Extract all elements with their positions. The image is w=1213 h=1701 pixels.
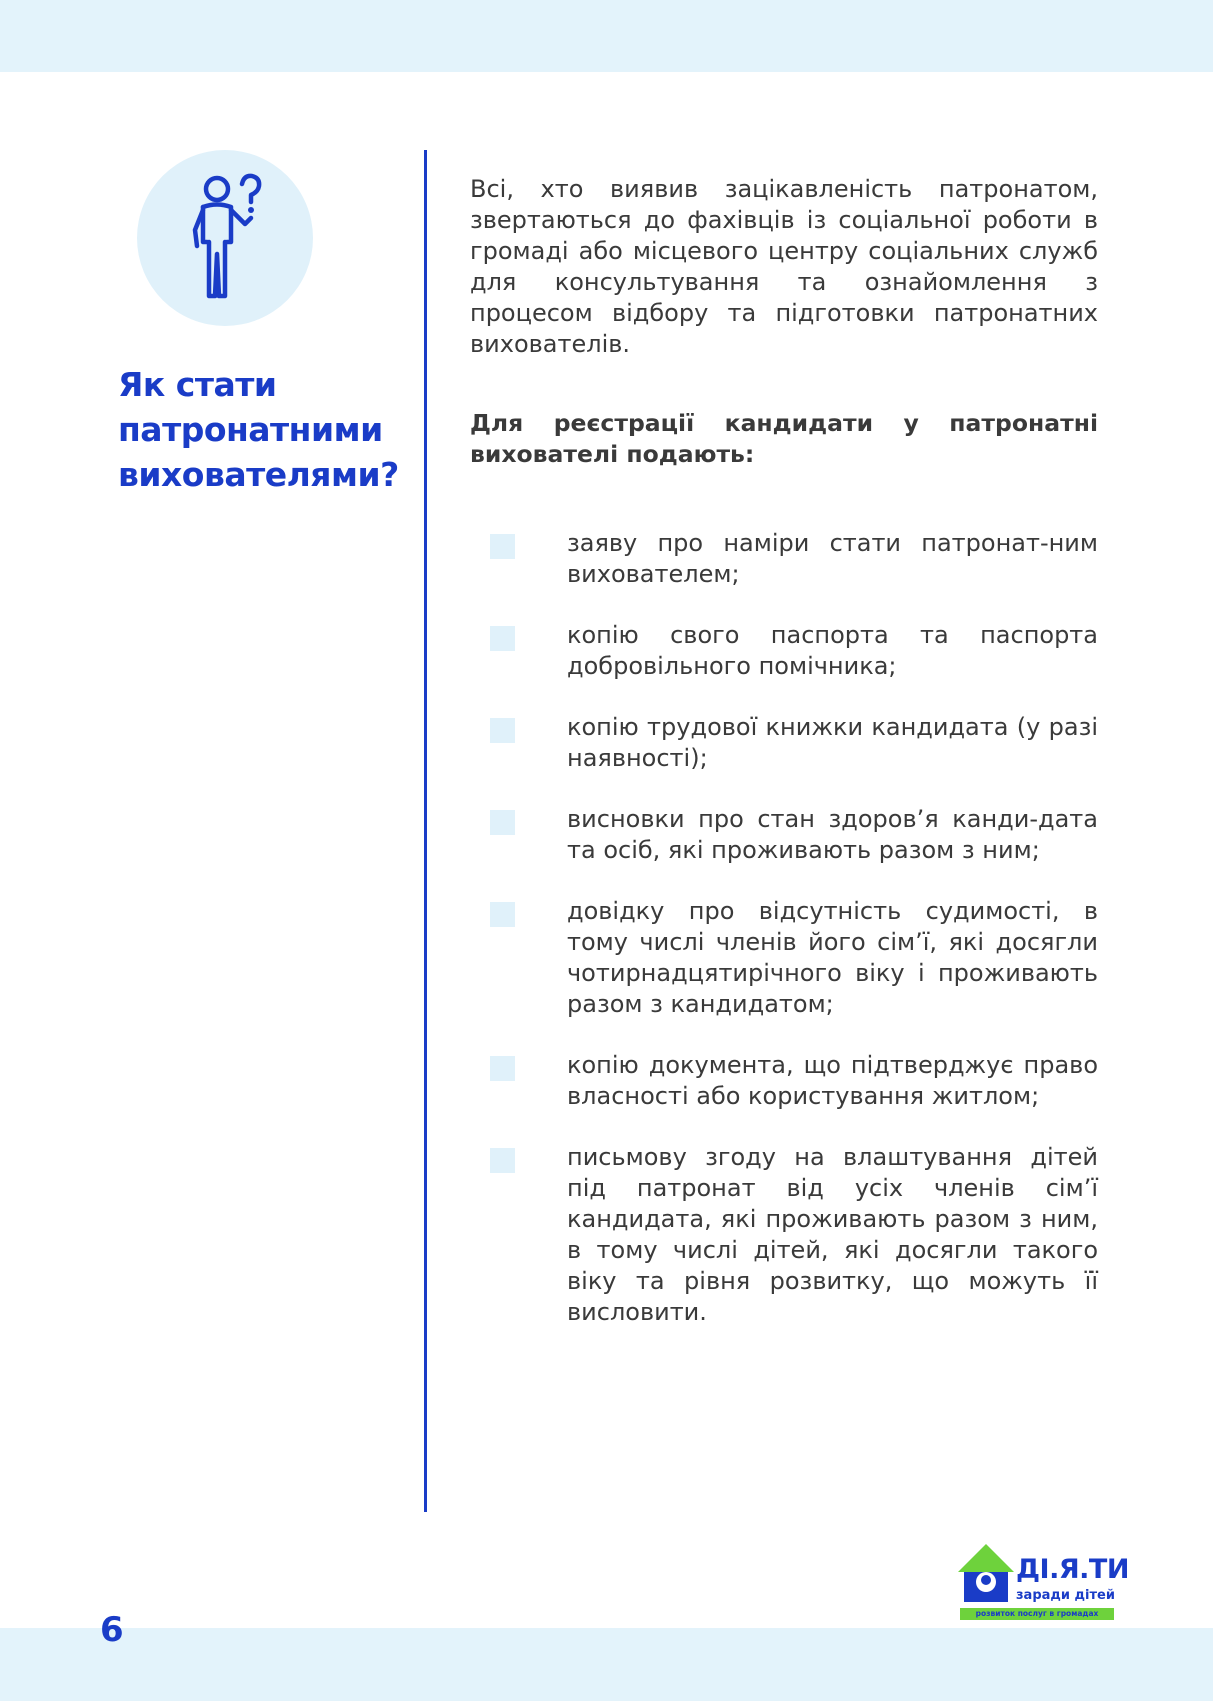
list-item [470, 804, 1098, 866]
bullet-square-icon [490, 1056, 515, 1081]
logo-tagline: розвиток послуг в громадах [960, 1608, 1114, 1620]
requirements-list [470, 528, 1098, 1328]
intro-paragraph: Всі, хто виявив зацікавленість патронатом, звертаються до фахівців із соціальної роботи в громаді або місцевого центру соціальних служб для консультування та ознайомлення з процесом відбору та підготовки патронатних вихователів. [470, 175, 1098, 358]
list-item-text: довідку про відсутність судимості, в тому числі членів його сім’ї, які досягли чотирнадцятирічного віку і проживають разом з кандидатом; [567, 897, 1098, 1018]
logo-title: ДІ.Я.ТИ [1016, 1554, 1129, 1585]
bullet-square-icon [490, 626, 515, 651]
main-content [470, 174, 1098, 1358]
logo-subtitle: заради дітей [1016, 1588, 1115, 1603]
list-item-text: висновки про стан здоров’я канди-дата та осіб, які проживають разом з ним; [567, 805, 1098, 864]
section-title-line: Як стати [118, 365, 277, 404]
list-item [470, 712, 1098, 774]
house-eye-logo-icon [956, 1542, 1016, 1606]
bullet-square-icon [490, 902, 515, 927]
list-item-text: письмову згоду на влаштування дітей під патронат від усіх членів сім’ї кандидата, які проживають разом з ним, в тому числі дітей, які досягли такого віку та рівня розвитку, що можуть її висловити. [567, 1143, 1098, 1326]
list-item [470, 1050, 1098, 1112]
bullet-square-icon [490, 1148, 515, 1173]
bullet-square-icon [490, 810, 515, 835]
list-item [470, 896, 1098, 1020]
bullet-square-icon [490, 718, 515, 743]
section-title-line: патронатними [118, 410, 383, 449]
list-item [470, 620, 1098, 682]
list-item [470, 528, 1098, 590]
section-title [118, 362, 418, 497]
page-number: 6 [100, 1610, 124, 1650]
list-item-text: копію документа, що підтверджує право власності або користування житлом; [567, 1051, 1098, 1110]
person-question-icon [187, 172, 267, 302]
logo [956, 1542, 1129, 1642]
list-item-text: заяву про наміри стати патронат-ним вихователем; [567, 529, 1098, 588]
vertical-divider [424, 150, 427, 1512]
top-band [0, 0, 1213, 72]
list-item [470, 1142, 1098, 1328]
bullet-square-icon [490, 534, 515, 559]
list-item-text: копію свого паспорта та паспорта добровільного помічника; [567, 621, 1098, 680]
requirements-lead: Для реєстрації кандидати у патронатні вихователі подають: [470, 409, 1098, 468]
section-title-line: вихователями? [118, 455, 399, 494]
icon-circle [137, 150, 313, 326]
list-item-text: копію трудової книжки кандидата (у разі наявності); [567, 713, 1098, 772]
